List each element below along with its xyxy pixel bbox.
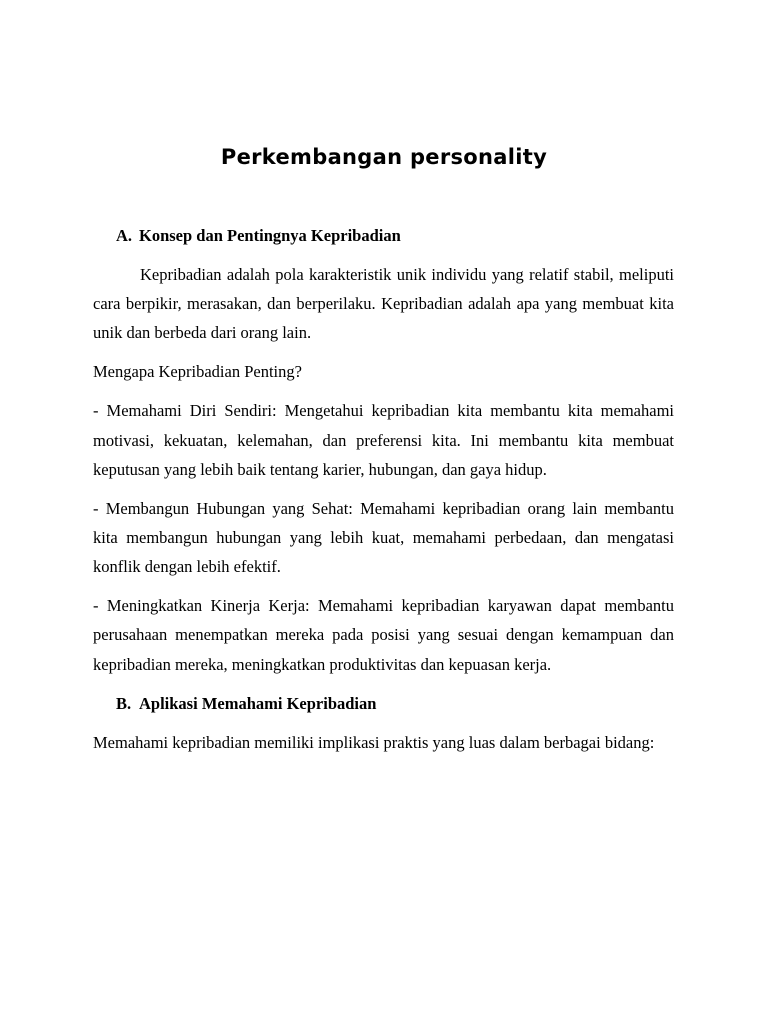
section-a-number: A.	[116, 226, 133, 245]
section-a-question: Mengapa Kepribadian Penting?	[93, 362, 302, 382]
point-healthy-relationships: - Membangun Hubungan yang Sehat: Memahami kepribadian orang lain membantu kita membangun hubungan yang lebih kuat, memahami perbedaan, dan mengatasi konflik dengan lebih efektif.	[93, 498, 674, 577]
section-a-title: Konsep dan Pentingnya Kepribadian	[139, 226, 401, 245]
point-work-performance: - Meningkatkan Kinerja Kerja: Memahami kepribadian karyawan dapat membantu perusahaan menempatkan mereka pada posisi yang sesuai dengan kemampuan dan kepribadian mereka, meningkatkan produktivitas dan kepuasan kerja.	[93, 596, 674, 674]
section-a-intro: Kepribadian adalah pola karakteristik unik individu yang relatif stabil, meliputi cara berpikir, merasakan, dan berperilaku. Kepribadian adalah apa yang membuat kita unik dan berbeda dari orang lain.	[93, 265, 674, 343]
point-understand-self: - Memahami Diri Sendiri: Mengetahui kepribadian kita membantu kita memahami motivasi, kekuatan, kelemahan, dan preferensi kita. Ini membantu kita membuat keputusan yang lebih baik tentang karier, hubungan, dan gaya hidup.	[93, 401, 674, 479]
section-b-heading	[93, 689, 674, 718]
section-a-heading	[93, 221, 674, 250]
section-b-title: Aplikasi Memahami Kepribadian	[139, 693, 377, 713]
document-body	[93, 221, 674, 767]
section-b-number: B.	[116, 693, 132, 713]
document-title: Perkembangan personality	[220, 145, 548, 169]
section-b-intro: Memahami kepribadian memiliki implikasi praktis yang luas dalam berbagai bidang:	[93, 732, 655, 752]
